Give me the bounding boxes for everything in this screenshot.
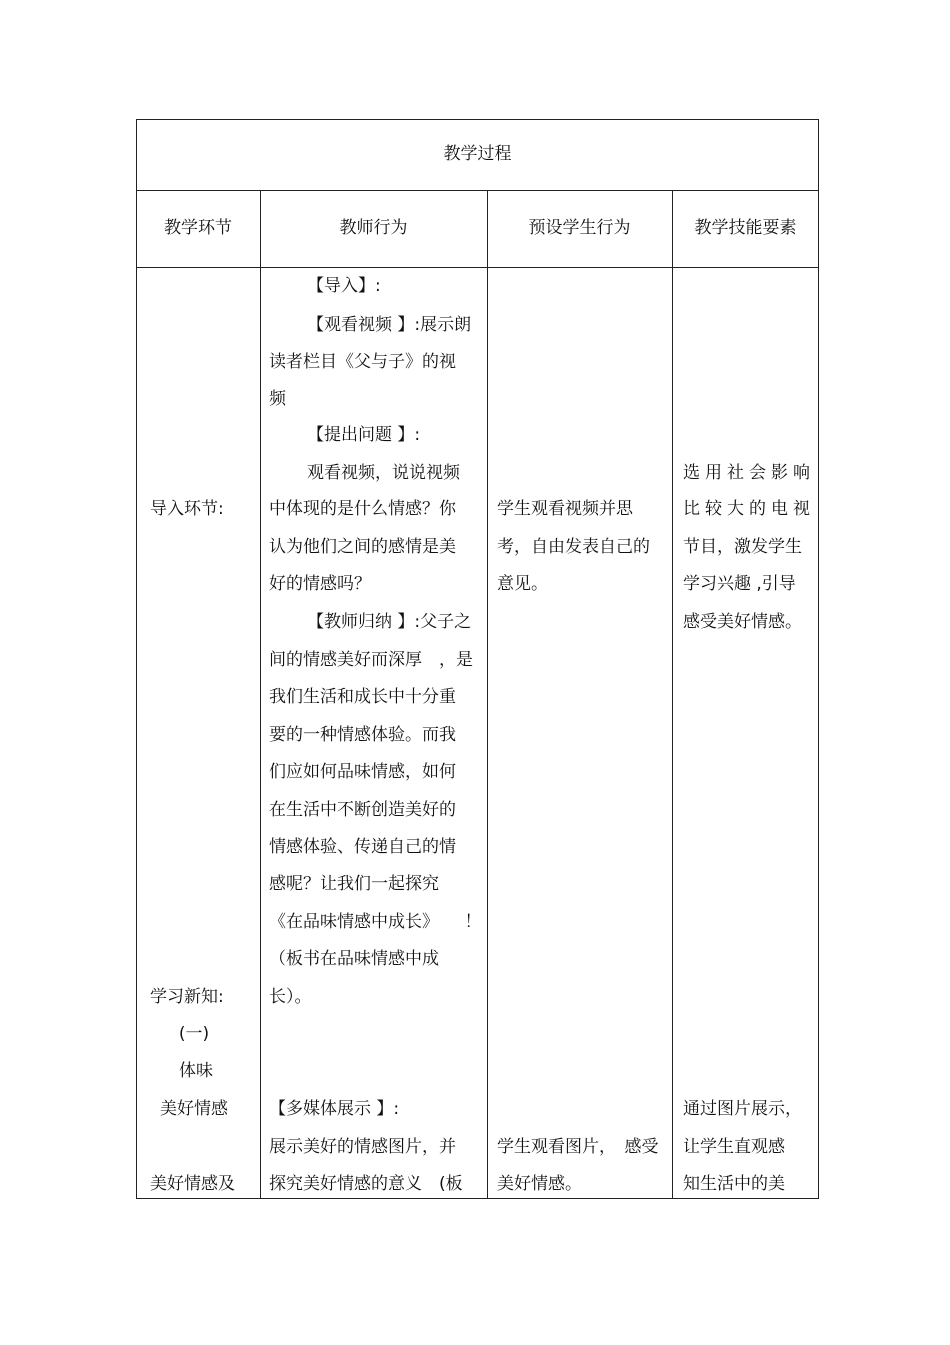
teacher-line: 读者栏目《父与子》的视 [269,352,456,372]
teacher-line: 中体现的是什么情感？你 [269,499,456,519]
skill-line: 学习兴趣 ,引导 [683,574,796,594]
teacher-line: 在生活中不断创造美好的 [269,800,456,820]
student-line: 美好情感。 [497,1174,582,1194]
teacher-media-line: 展示美好的情感图片，并 [269,1137,456,1157]
col-divider-3 [672,190,673,1199]
teacher-media-line: 【多媒体展示 】: [269,1099,400,1119]
teacher-line: 长）。 [269,987,312,1007]
stage-sub-number: (一) [178,1024,210,1044]
teacher-line: 认为他们之间的感情是美 [269,537,456,557]
stage-learn: 学习新知: [150,987,224,1007]
header-student-behavior: 预设学生行为 [528,218,631,238]
teacher-line: 好的情感吗？ [269,574,371,594]
teacher-line: 观看视频，说说视频 [307,463,460,483]
stage-sub-b: 美好情感 [160,1099,228,1119]
stage-intro: 导入环节: [150,499,224,519]
teacher-line: 间的情感美好而深厚 ，是 [269,650,473,670]
teacher-line: 我们生活和成长中十分重 [269,687,456,707]
skill-line: 知生活中的美 [683,1174,785,1194]
teacher-line: 们应如何品味情感，如何 [269,762,456,782]
skill-line: 节目，激发学生 [683,537,802,557]
teacher-line: 【教师归纳 】:父子之 [307,612,472,632]
teacher-line: （板书在品味情感中成 [269,949,439,969]
table-title: 教学过程 [443,144,512,164]
teacher-line: 感呢？让我们一起探究 [269,874,439,894]
teacher-line: 频 [269,389,286,409]
teacher-line: 【提出问题 】: [307,425,421,445]
teacher-line: 《在品味情感中成长》 ！ [269,912,482,932]
teacher-line: 情感体验、传递自己的情 [269,837,456,857]
teacher-line: 【观看视频 】:展示朗 [307,315,472,335]
skill-line: 比较大的电视 [683,499,815,519]
stage-sub-c: 美好情感及 [150,1174,235,1194]
stage-sub-a: 体味 [179,1061,213,1081]
col-divider-2 [487,190,488,1199]
col-divider-1 [260,190,261,1199]
skill-line: 让学生直观感 [683,1137,785,1157]
teacher-media-line: 探究美好情感的意义 (板 [269,1174,463,1194]
skill-line: 通过图片展示， [683,1099,802,1119]
row-divider-header [136,267,819,268]
row-divider-title [136,190,819,191]
student-line: 考，自由发表自己的 [497,537,650,557]
student-line: 学生观看视频并思 [497,499,633,519]
teacher-line: 要的一种情感体验。而我 [269,725,456,745]
teacher-line: 【导入】: [307,276,381,296]
header-teacher-behavior: 教师行为 [339,218,408,238]
student-line: 意见。 [497,574,548,594]
header-teaching-stage: 教学环节 [164,218,232,238]
student-line: 学生观看图片， 感受 [497,1137,659,1157]
header-teaching-skill: 教学技能要素 [694,218,797,238]
skill-line: 感受美好情感。 [683,612,802,632]
skill-line: 选用社会影响 [683,463,815,483]
